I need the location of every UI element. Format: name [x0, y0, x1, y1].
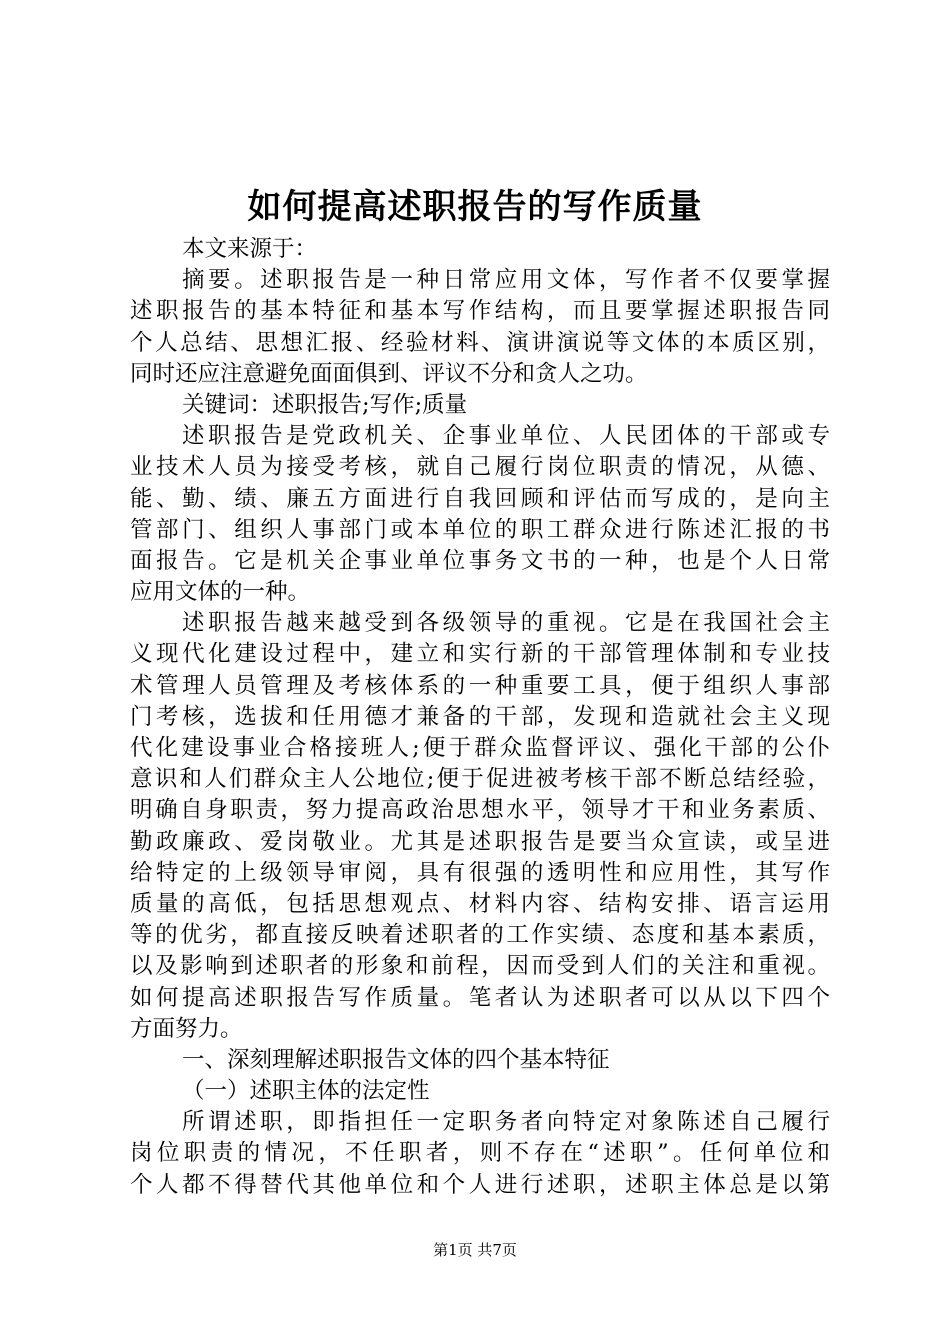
document-body: [130, 234, 830, 1201]
text-line: 同时还应注意避免面面俱到、评议不分和贪人之功。: [130, 360, 648, 387]
document-title: 如何提高述职报告的写作质量: [247, 187, 703, 227]
text-line: 方面努力。: [130, 1015, 243, 1042]
text-line: 术管理人员管理及考核体系的一种重要工具，便于组织人事部: [130, 672, 830, 699]
text-line: 管部门、组织人事部门或本单位的职工群众进行陈述汇报的书: [130, 516, 830, 543]
text-line: 个人都不得替代其他单位和个人进行述职，述职主体总是以第: [130, 1171, 830, 1198]
text-line: 岗位职责的情况，不任职者，则不存在“述职”。任何单位和: [130, 1140, 830, 1167]
text-line: 所谓述职，即指担任一定职务者向特定对象陈述自己履行: [182, 1109, 830, 1136]
text-line: 等的优劣，都直接反映着述职者的工作实绩、态度和基本素质，: [130, 922, 830, 949]
text-line: 一、深刻理解述职报告文体的四个基本特征: [182, 1046, 610, 1073]
text-line: 本文来源于：: [182, 236, 318, 262]
text-line: 门考核，选拔和任用德才兼备的干部，发现和造就社会主义现: [130, 703, 830, 730]
text-line: 给特定的上级领导审阅，具有很强的透明性和应用性，其写作: [130, 859, 830, 886]
text-line: 个人总结、思想汇报、经验材料、演讲演说等文体的本质区别，: [130, 329, 830, 356]
text-line: 摘要。述职报告是一种日常应用文体，写作者不仅要掌握: [182, 267, 830, 294]
text-line: 以及影响到述职者的形象和前程，因而受到人们的关注和重视。: [130, 953, 830, 980]
text-line: 能、勤、绩、廉五方面进行自我回顾和评估而写成的，是向主: [130, 485, 830, 512]
text-line: 代化建设事业合格接班人;便于群众监督评议、强化干部的公仆: [130, 735, 830, 761]
text-line: 关键词：述职报告;写作;质量: [182, 391, 468, 418]
text-line: 述职报告的基本特征和基本写作结构，而且要掌握述职报告同: [130, 298, 830, 325]
page-number: 第1页 共7页: [433, 1241, 517, 1259]
text-line: 意识和人们群众主人公地位;便于促进被考核干部不断总结经验，: [130, 766, 830, 793]
text-line: 明确自身职责，努力提高政治思想水平，领导才干和业务素质、: [130, 797, 830, 824]
text-line: 如何提高述职报告写作质量。笔者认为述职者可以从以下四个: [130, 984, 830, 1011]
text-line: 面报告。它是机关企事业单位事务文书的一种，也是个人日常: [130, 547, 830, 574]
text-line: 业技术人员为接受考核，就自己履行岗位职责的情况，从德、: [130, 454, 830, 481]
text-line: 应用文体的一种。: [130, 579, 311, 606]
text-line: 义现代化建设过程中，建立和实行新的干部管理体制和专业技: [130, 641, 830, 668]
text-line: 勤政廉政、爱岗敬业。尤其是述职报告是要当众宣读，或呈进: [130, 828, 830, 855]
text-line: （一）述职主体的法定性: [182, 1078, 430, 1105]
text-line: 述职报告越来越受到各级领导的重视。它是在我国社会主: [182, 610, 830, 637]
text-line: 质量的高低，包括思想观点、材料内容、结构安排、语言运用: [130, 890, 830, 917]
text-line: 述职报告是党政机关、企事业单位、人民团体的干部或专: [182, 423, 830, 450]
